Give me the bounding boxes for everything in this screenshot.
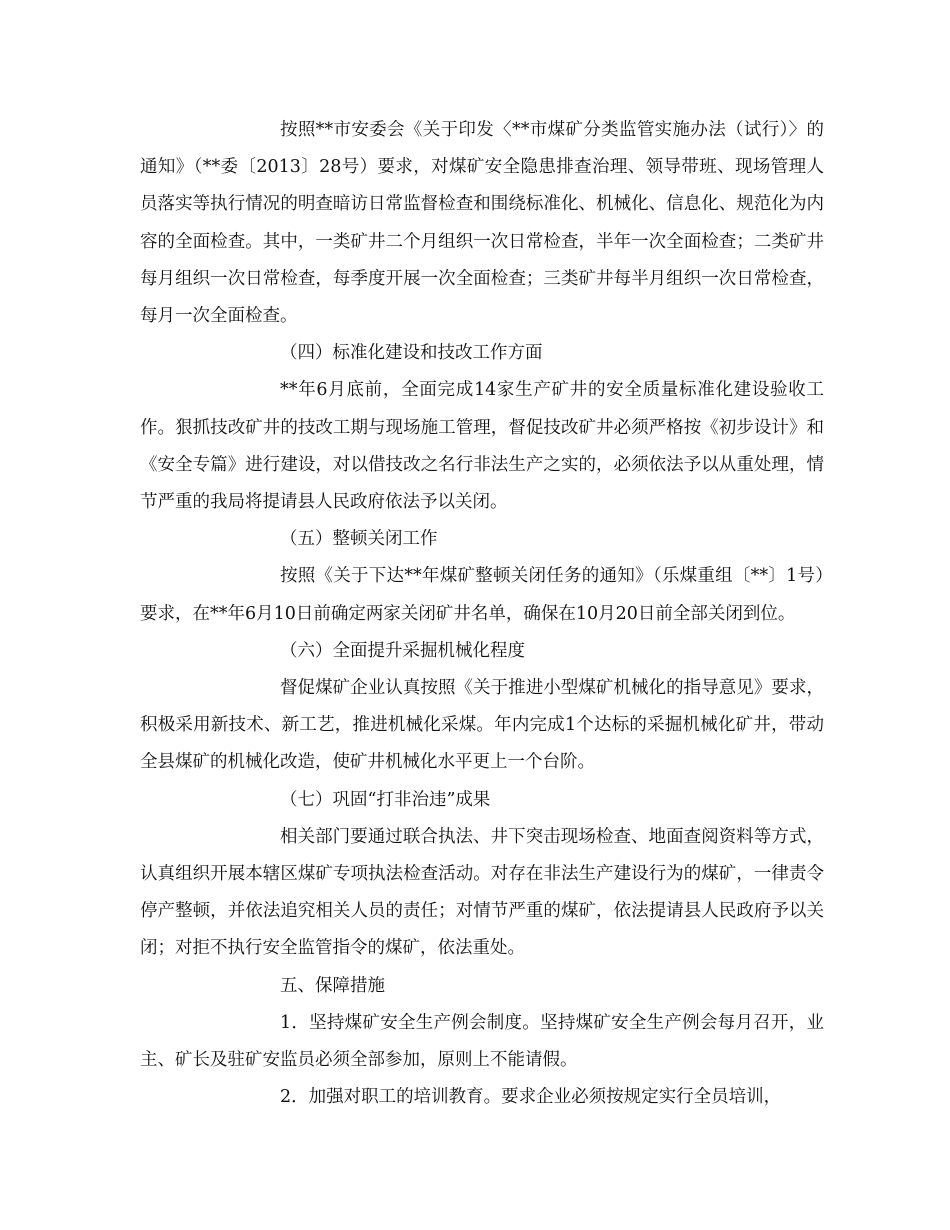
section-heading-safeguards: 五、保障措施	[280, 975, 385, 996]
section-heading-mechanization: （六）全面提升采掘机械化程度	[280, 640, 525, 661]
document-body	[140, 112, 824, 1116]
section-heading-closure: （五）整顿关闭工作	[280, 529, 438, 550]
paragraph-inspection-rules: 按照**市安委会《关于印发〈**市煤矿分类监管实施办法（试行）〉的通知》（**委〔2013〕28号）要求，对煤矿安全隐患排查治理、领导带班、现场管理人员落实等执行情况的明查暗访日常监督检查和围绕标准化、机械化、信息化、规范化为内容的全面检查。其中，一类矿井二个月组织一次日常检查，半年一次全面检查；二类矿井每月组织一次日常检查，每季度开展一次全面检查；三类矿井每半月组织一次日常检查，每月一次全面检查。	[140, 120, 824, 327]
paragraph-standardization: **年6月底前，全面完成14家生产矿井的安全质量标准化建设验收工作。狠抓技改矿井的技改工期与现场施工管理，督促技改矿井必须严格按《初步设计》和《安全专篇》进行建设，对以借技改之名行非法生产之实的，必须依法予以从重处理，情节严重的我局将提请县人民政府依法予以关闭。	[140, 380, 824, 513]
paragraph-crackdown: 相关部门要通过联合执法、井下突击现场检查、地面查阅资料等方式，认真组织开展本辖区煤矿专项执法检查活动。对存在非法生产建设行为的煤矿，一律责令停产整顿，并依法追究相关人员的责任；对情节严重的煤矿，依法提请县人民政府予以关闭；对拒不执行安全监管指令的煤矿，依法重处。	[140, 826, 824, 959]
paragraph-mechanization: 督促煤矿企业认真按照《关于推进小型煤矿机械化的指导意见》要求，积极采用新技术、新工艺，推进机械化采煤。年内完成1个达标的采掘机械化矿井，带动全县煤矿的机械化改造，使矿井机械化水平更上一个台阶。	[140, 678, 824, 773]
section-heading-standardization: （四）标准化建设和技改工作方面	[280, 343, 543, 364]
section-heading-crackdown: （七）巩固“打非治违”成果	[280, 789, 491, 810]
paragraph-safety-meeting: 1．坚持煤矿安全生产例会制度。坚持煤矿安全生产例会每月召开，业主、矿长及驻矿安监员必须全部参加，原则上不能请假。	[140, 1012, 824, 1071]
paragraph-training: 2．加强对职工的培训教育。要求企业必须按规定实行全员培训，	[280, 1087, 782, 1108]
paragraph-closure: 按照《关于下达**年煤矿整顿关闭任务的通知》（乐煤重组〔**〕1号）要求，在**年6月10日前确定两家关闭矿井名单，确保在10月20日前全部关闭到位。	[140, 566, 824, 624]
